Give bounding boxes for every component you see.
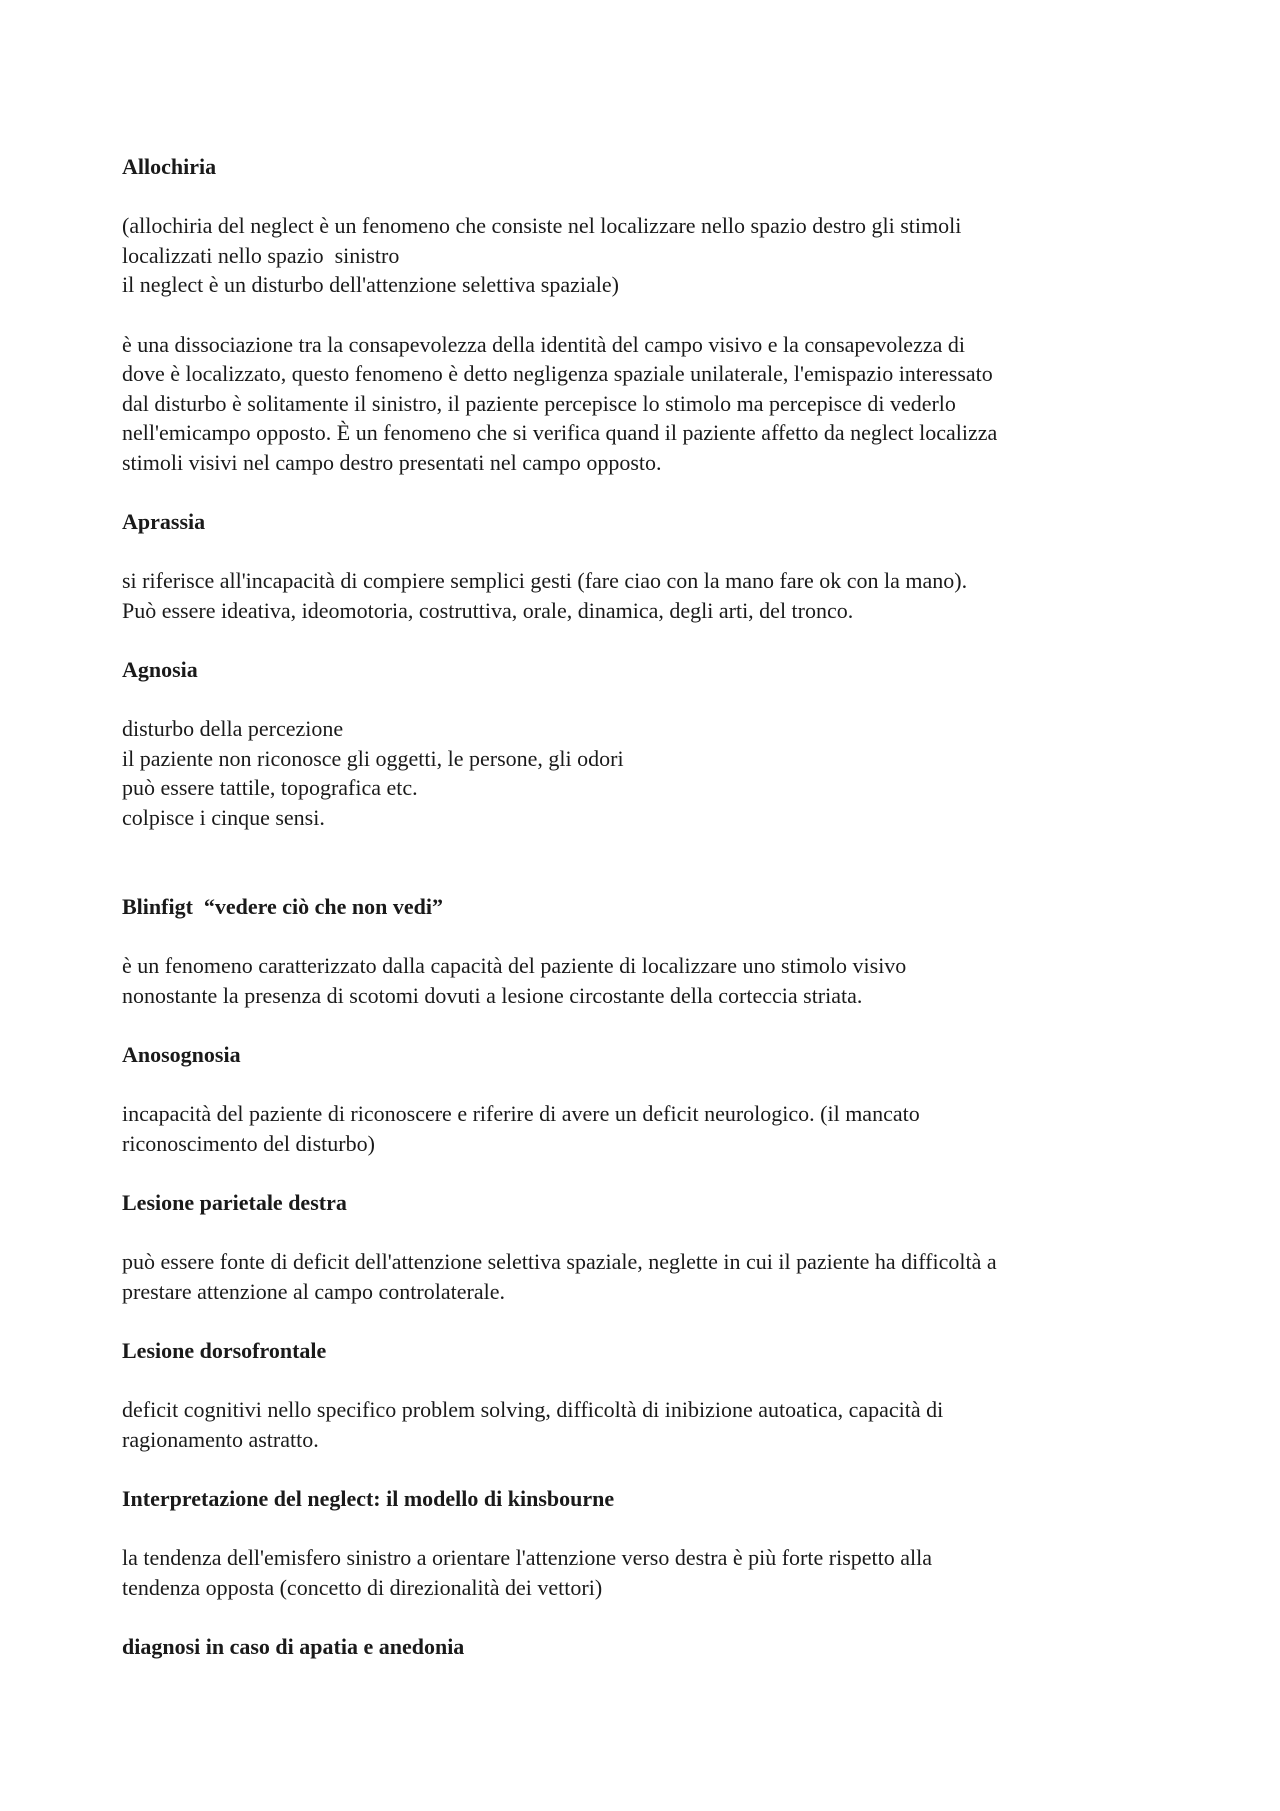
text-line: nell'emicampo opposto. È un fenomeno che si verifica quand il paziente affetto da neglect localizza bbox=[122, 420, 998, 446]
text-line: tendenza opposta (concetto di direzionalità dei vettori) bbox=[122, 1574, 603, 1600]
text-line: riconoscimento del disturbo) bbox=[122, 1130, 375, 1156]
section-kinsbourne-model bbox=[122, 1484, 1167, 1602]
section-blindsight bbox=[122, 892, 1167, 1010]
paragraph bbox=[122, 1099, 1167, 1158]
text-line: prestare attenzione al campo controlaterale. bbox=[122, 1278, 505, 1304]
paragraph bbox=[122, 1247, 1167, 1306]
section-heading: diagnosi in caso di apatia e anedonia bbox=[122, 1633, 465, 1659]
paragraph bbox=[122, 951, 1167, 1010]
text-line: localizzati nello spazio sinistro bbox=[122, 242, 400, 268]
text-line: il neglect è un disturbo dell'attenzione selettiva spaziale) bbox=[122, 272, 619, 298]
section-heading: Blinfigt “vedere ciò che non vedi” bbox=[122, 893, 444, 919]
section-allochiria bbox=[122, 152, 1167, 478]
section-lesione-parietale bbox=[122, 1188, 1167, 1306]
text-line: può essere tattile, topografica etc. bbox=[122, 775, 418, 801]
text-line: dal disturbo è solitamente il sinistro, il paziente percepisce lo stimolo ma percepisce di vederlo bbox=[122, 390, 956, 416]
paragraph bbox=[122, 211, 1167, 300]
text-line: colpisce i cinque sensi. bbox=[122, 805, 325, 831]
text-line: la tendenza dell'emisfero sinistro a orientare l'attenzione verso destra è più forte rispetto alla bbox=[122, 1544, 932, 1570]
text-line: Può essere ideativa, ideomotoria, costruttiva, orale, dinamica, degli arti, del tronco. bbox=[122, 597, 854, 623]
text-line: ragionamento astratto. bbox=[122, 1426, 319, 1452]
document-body bbox=[122, 152, 1167, 1661]
section-heading: Lesione dorsofrontale bbox=[122, 1337, 327, 1363]
paragraph bbox=[122, 714, 1167, 832]
paragraph bbox=[122, 330, 1167, 478]
section-heading: Lesione parietale destra bbox=[122, 1189, 347, 1215]
section-agnosia bbox=[122, 655, 1167, 833]
text-line: stimoli visivi nel campo destro presentati nel campo opposto. bbox=[122, 449, 662, 475]
text-line: si riferisce all'incapacità di compiere semplici gesti (fare ciao con la mano fare ok con la mano). bbox=[122, 568, 968, 594]
section-heading: Interpretazione del neglect: il modello di kinsbourne bbox=[122, 1485, 615, 1511]
text-line: è una dissociazione tra la consapevolezza della identità del campo visivo e la consapevolezza di bbox=[122, 331, 965, 357]
text-line: è un fenomeno caratterizzato dalla capacità del paziente di localizzare uno stimolo visivo bbox=[122, 953, 907, 979]
section-heading: Aprassia bbox=[122, 509, 206, 535]
section-anosognosia bbox=[122, 1040, 1167, 1158]
text-line: dove è localizzato, questo fenomeno è detto negligenza spaziale unilaterale, l'emispazio interessato bbox=[122, 361, 993, 387]
section-aprassia bbox=[122, 507, 1167, 625]
paragraph bbox=[122, 566, 1167, 625]
text-line: disturbo della percezione bbox=[122, 716, 344, 742]
text-line: deficit cognitivi nello specifico problem solving, difficoltà di inibizione autoatica, capacità di bbox=[122, 1396, 944, 1422]
text-line: nonostante la presenza di scotomi dovuti a lesione circostante della corteccia striata. bbox=[122, 982, 863, 1008]
paragraph bbox=[122, 1395, 1167, 1454]
section-lesione-dorsofrontale bbox=[122, 1336, 1167, 1454]
text-line: (allochiria del neglect è un fenomeno che consiste nel localizzare nello spazio destro gli stimoli bbox=[122, 213, 962, 239]
section-heading: Agnosia bbox=[122, 657, 198, 683]
text-line: incapacità del paziente di riconoscere e riferire di avere un deficit neurologico. (il mancato bbox=[122, 1101, 920, 1126]
section-diagnosi bbox=[122, 1632, 1167, 1662]
text-line: il paziente non riconosce gli oggetti, le persone, gli odori bbox=[122, 745, 624, 771]
section-heading: Anosognosia bbox=[122, 1041, 241, 1067]
paragraph bbox=[122, 1543, 1167, 1602]
section-heading: Allochiria bbox=[122, 154, 217, 179]
text-line: può essere fonte di deficit dell'attenzione selettiva spaziale, neglette in cui il paziente ha difficoltà a bbox=[122, 1248, 997, 1274]
